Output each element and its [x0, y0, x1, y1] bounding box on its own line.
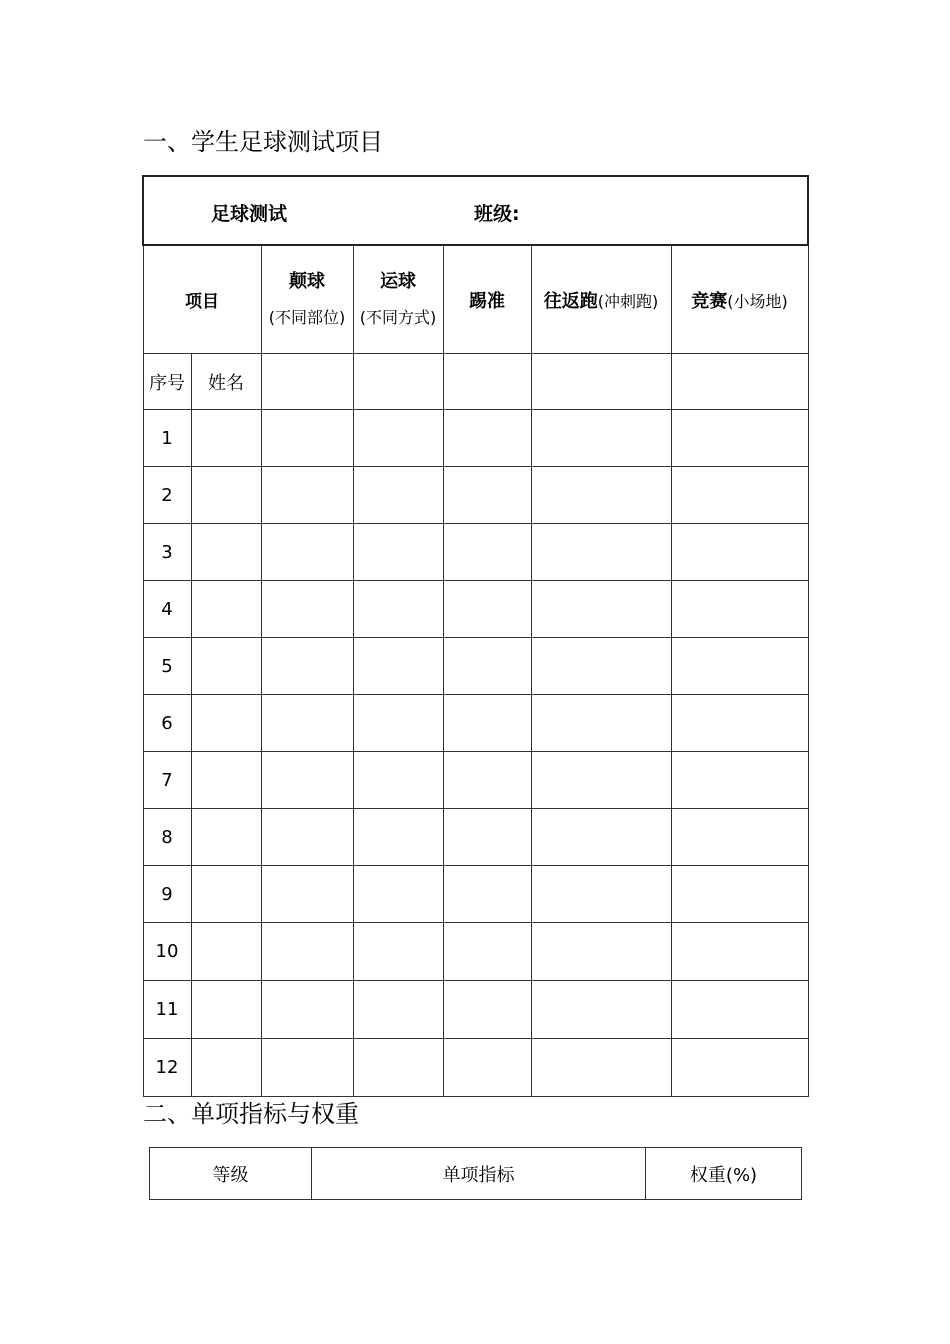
name-cell[interactable]: [191, 467, 261, 524]
column-dribble-main: 运球: [380, 270, 416, 292]
score-cell[interactable]: [353, 695, 443, 752]
score-cell[interactable]: [443, 981, 531, 1039]
name-cell[interactable]: [191, 695, 261, 752]
column-shuttle-sub: (冲刺跑): [597, 291, 659, 311]
score-cell[interactable]: [443, 581, 531, 638]
score-cell[interactable]: [261, 524, 353, 581]
score-cell[interactable]: [261, 695, 353, 752]
name-cell[interactable]: [191, 1039, 261, 1097]
score-cell[interactable]: [671, 467, 808, 524]
table-row: [143, 809, 808, 866]
column-header-shuttle: [531, 245, 671, 354]
score-cell[interactable]: [261, 809, 353, 866]
name-cell[interactable]: [191, 752, 261, 809]
score-cell[interactable]: [531, 752, 671, 809]
score-cell[interactable]: [353, 410, 443, 467]
score-cell[interactable]: [261, 1039, 353, 1097]
row-number: 10: [143, 923, 191, 981]
header-weight: 权重(%): [646, 1148, 802, 1200]
score-cell[interactable]: [531, 809, 671, 866]
name-cell[interactable]: [191, 981, 261, 1039]
label-name: 姓名: [191, 354, 261, 410]
score-cell[interactable]: [671, 752, 808, 809]
column-match-sub: (小场地): [727, 291, 788, 311]
section-title-test-items: 一、学生足球测试项目: [143, 128, 383, 156]
score-cell[interactable]: [261, 866, 353, 923]
column-shuttle-main: 往返跑: [543, 290, 598, 312]
score-cell[interactable]: [261, 923, 353, 981]
score-cell[interactable]: [531, 1039, 671, 1097]
score-cell[interactable]: [531, 981, 671, 1039]
row-number: 2: [143, 467, 191, 524]
table-row: [143, 866, 808, 923]
empty-cell: [531, 354, 671, 410]
table-row: [143, 581, 808, 638]
table-row: [143, 638, 808, 695]
score-cell[interactable]: [443, 410, 531, 467]
row-number: 9: [143, 866, 191, 923]
score-cell[interactable]: [443, 923, 531, 981]
score-cell[interactable]: [671, 524, 808, 581]
score-cell[interactable]: [353, 581, 443, 638]
header-grade: 等级: [150, 1148, 312, 1200]
column-header-project: 项目: [143, 245, 261, 354]
column-dribble-sub: (不同方式): [359, 307, 437, 327]
score-cell[interactable]: [261, 981, 353, 1039]
row-number: 5: [143, 638, 191, 695]
column-header-dribble: [353, 245, 443, 354]
score-cell[interactable]: [531, 638, 671, 695]
empty-cell: [443, 354, 531, 410]
table-row: [143, 752, 808, 809]
score-cell[interactable]: [531, 923, 671, 981]
score-cell[interactable]: [531, 410, 671, 467]
table-title: 足球测试: [211, 203, 288, 225]
score-cell[interactable]: [353, 809, 443, 866]
score-cell[interactable]: [671, 866, 808, 923]
score-cell[interactable]: [671, 981, 808, 1039]
score-cell[interactable]: [261, 581, 353, 638]
score-cell[interactable]: [443, 524, 531, 581]
row-number: 6: [143, 695, 191, 752]
row-number: 7: [143, 752, 191, 809]
header-indicator: 单项指标: [312, 1148, 646, 1200]
score-cell[interactable]: [353, 866, 443, 923]
table-header-cell: [143, 176, 808, 245]
score-cell[interactable]: [353, 923, 443, 981]
score-cell[interactable]: [353, 752, 443, 809]
score-cell[interactable]: [261, 638, 353, 695]
row-number: 11: [143, 981, 191, 1039]
column-header-match: [671, 245, 808, 354]
empty-cell: [671, 354, 808, 410]
name-cell[interactable]: [191, 581, 261, 638]
score-cell[interactable]: [443, 695, 531, 752]
score-cell[interactable]: [443, 809, 531, 866]
row-number: 8: [143, 809, 191, 866]
empty-cell: [261, 354, 353, 410]
class-label: 班级:: [474, 203, 520, 225]
name-cell[interactable]: [191, 923, 261, 981]
score-cell[interactable]: [671, 638, 808, 695]
table-row: [143, 695, 808, 752]
column-header-heading: [261, 245, 353, 354]
name-cell[interactable]: [191, 866, 261, 923]
indicator-weight-table: [149, 1147, 802, 1200]
table-row: [143, 1039, 808, 1097]
score-cell[interactable]: [443, 638, 531, 695]
table-row: [143, 923, 808, 981]
name-cell[interactable]: [191, 410, 261, 467]
score-cell[interactable]: [353, 638, 443, 695]
column-match-main: 竞赛: [691, 290, 728, 312]
score-cell[interactable]: [353, 524, 443, 581]
score-cell[interactable]: [353, 1039, 443, 1097]
score-cell[interactable]: [531, 695, 671, 752]
column-kick-main: 踢准: [469, 290, 505, 312]
score-cell[interactable]: [531, 467, 671, 524]
score-cell[interactable]: [443, 866, 531, 923]
name-cell[interactable]: [191, 638, 261, 695]
table-row: [143, 981, 808, 1039]
empty-cell: [353, 354, 443, 410]
table-row: [143, 410, 808, 467]
score-cell[interactable]: [353, 467, 443, 524]
table-row: [143, 524, 808, 581]
score-cell[interactable]: [443, 467, 531, 524]
score-cell[interactable]: [261, 410, 353, 467]
score-cell[interactable]: [671, 923, 808, 981]
score-cell[interactable]: [671, 1039, 808, 1097]
score-cell[interactable]: [261, 467, 353, 524]
score-cell[interactable]: [443, 1039, 531, 1097]
row-number: 3: [143, 524, 191, 581]
score-cell[interactable]: [353, 981, 443, 1039]
score-cell[interactable]: [671, 410, 808, 467]
score-cell[interactable]: [531, 581, 671, 638]
name-cell[interactable]: [191, 524, 261, 581]
score-cell[interactable]: [443, 752, 531, 809]
row-number: 1: [143, 410, 191, 467]
table-row: [143, 467, 808, 524]
column-heading-sub: (不同部位): [268, 307, 346, 327]
column-header-kick: [443, 245, 531, 354]
score-cell[interactable]: [531, 524, 671, 581]
name-cell[interactable]: [191, 809, 261, 866]
score-cell[interactable]: [671, 581, 808, 638]
column-heading-main: 颠球: [289, 270, 325, 292]
score-cell[interactable]: [261, 752, 353, 809]
score-cell[interactable]: [531, 866, 671, 923]
section-title-indicators: 二、单项指标与权重: [143, 1100, 359, 1128]
score-cell[interactable]: [671, 695, 808, 752]
score-cell[interactable]: [671, 809, 808, 866]
label-seq: 序号: [143, 354, 191, 410]
football-test-table: [142, 175, 809, 1097]
row-number: 4: [143, 581, 191, 638]
row-number: 12: [143, 1039, 191, 1097]
